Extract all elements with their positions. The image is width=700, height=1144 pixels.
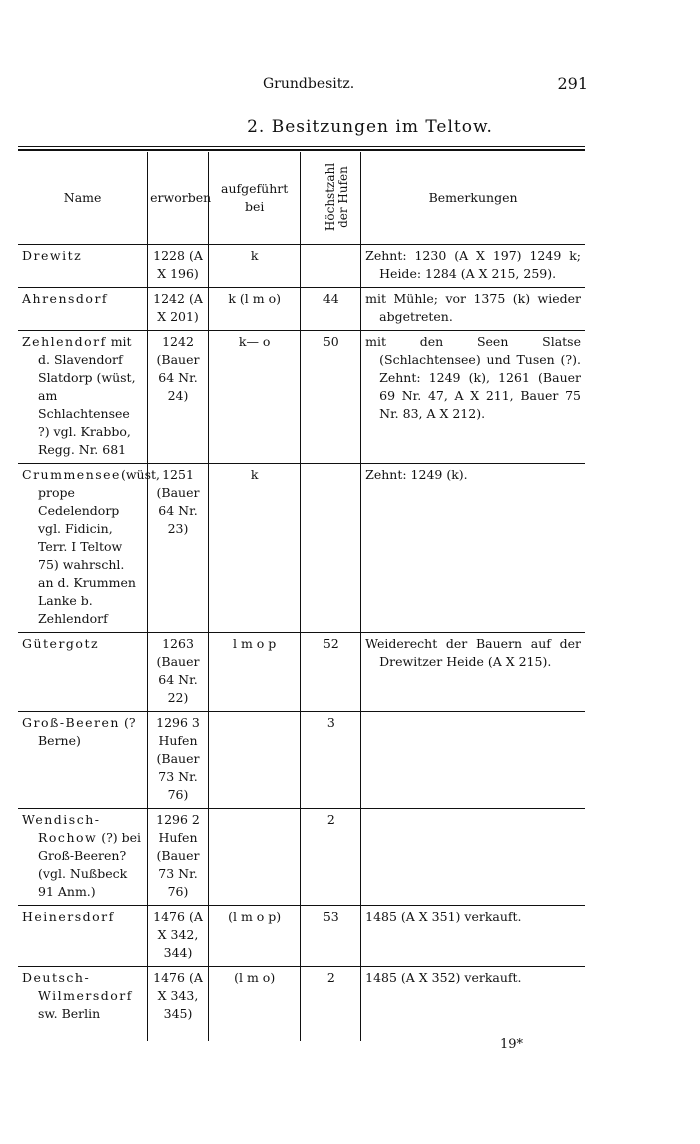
cell-bemerkungen: mit Mühle; vor 1375 (k) wieder abgetreten. — [361, 288, 585, 331]
page-number: 291 — [557, 74, 588, 93]
table-row — [18, 906, 585, 967]
cell-bemerkungen: Weiderecht der Bauern auf der Drewitzer Heide (A X 215). — [361, 633, 585, 712]
column-header-name: Name — [18, 152, 148, 245]
cell-bemerkungen — [361, 712, 585, 809]
signature-mark: 19* — [500, 1037, 524, 1052]
cell-hufen: 2 — [301, 967, 361, 1042]
cell-erworben: 1296 3 Hufen (Bauer 73 Nr. 76) — [148, 712, 209, 809]
table-row — [18, 464, 585, 633]
column-header-hoechstzahl — [301, 152, 361, 245]
cell-hufen: 52 — [301, 633, 361, 712]
cell-aufgefuehrt — [208, 712, 301, 809]
cell-hufen: 3 — [301, 712, 361, 809]
cell-aufgefuehrt: k (l m o) — [208, 288, 301, 331]
cell-aufgefuehrt: l m o p — [208, 633, 301, 712]
cell-hufen: 2 — [301, 809, 361, 906]
column-header-bemerkungen: Bemerkungen — [361, 152, 585, 245]
cell-erworben: 1228 (A X 196) — [148, 245, 209, 288]
cell-erworben: 1242 (A X 201) — [148, 288, 209, 331]
cell-aufgefuehrt — [208, 809, 301, 906]
table-row — [18, 288, 585, 331]
table-row — [18, 633, 585, 712]
cell-hufen: 50 — [301, 331, 361, 464]
cell-erworben: 1251 (Bauer 64 Nr. 23) — [148, 464, 209, 633]
cell-erworben: 1476 (A X 342, 344) — [148, 906, 209, 967]
cell-erworben: 1242 (Bauer 64 Nr. 24) — [148, 331, 209, 464]
table-row — [18, 967, 585, 1042]
cell-bemerkungen: 1485 (A X 351) verkauft. — [361, 906, 585, 967]
cell-name: Crummensee(wüst, prope Cedelendorp vgl. Fidicin, Terr. I Teltow 75) wahrschl. an d. Krummen Lanke b. Zehlendorf — [18, 464, 148, 633]
cell-name: Groß-Beeren (? Berne) — [18, 712, 148, 809]
cell-aufgefuehrt: k — [208, 245, 301, 288]
cell-hufen — [301, 245, 361, 288]
table-row — [18, 331, 585, 464]
cell-name: Ahrensdorf — [18, 288, 148, 331]
column-header-hoechstzahl-label: Höchstzahl der Hufen — [323, 162, 351, 232]
column-header-aufgefuehrt: aufgeführt bei — [208, 152, 301, 245]
cell-erworben: 1476 (A X 343, 345) — [148, 967, 209, 1042]
cell-name: Zehlendorf mit d. Slavendorf Slatdorp (wüst, am Schlachtensee ?) vgl. Krabbo, Regg. Nr. 681 — [18, 331, 148, 464]
running-head: Grundbesitz. — [263, 76, 355, 92]
table-top-rule — [18, 146, 585, 147]
table-header-row — [18, 152, 585, 245]
cell-name: Gütergotz — [18, 633, 148, 712]
cell-bemerkungen: Zehnt: 1249 (k). — [361, 464, 585, 633]
section-title: 2. Besitzungen im Teltow. — [247, 117, 493, 137]
cell-aufgefuehrt: k— o — [208, 331, 301, 464]
cell-hufen — [301, 464, 361, 633]
cell-hufen: 53 — [301, 906, 361, 967]
table-top-rule-thick — [18, 149, 585, 151]
cell-name: Heinersdorf — [18, 906, 148, 967]
cell-name: Deutsch-Wilmersdorf sw. Berlin — [22, 970, 133, 1021]
table-row — [18, 712, 585, 809]
cell-aufgefuehrt: (l m o p) — [208, 906, 301, 967]
cell-bemerkungen: Zehnt: 1230 (A X 197) 1249 k; Heide: 1284 (A X 215, 259). — [361, 245, 585, 288]
cell-bemerkungen — [361, 809, 585, 906]
cell-aufgefuehrt: k — [208, 464, 301, 633]
cell-bemerkungen: mit den Seen Slatse (Schlachtensee) und Tusen (?). Zehnt: 1249 (k), 1261 (Bauer 69 Nr. 47, A X 211, Bauer 75 Nr. 83, A X 212). — [361, 331, 585, 464]
table-row — [18, 809, 585, 906]
cell-hufen: 44 — [301, 288, 361, 331]
cell-name: Wendisch-Rochow (?) bei Groß-Beeren? (vgl. Nußbeck 91 Anm.) — [18, 809, 148, 906]
cell-bemerkungen: 1485 (A X 352) verkauft. — [361, 967, 585, 1042]
column-header-erworben: erworben — [148, 152, 209, 245]
cell-erworben: 1263 (Bauer 64 Nr. 22) — [148, 633, 209, 712]
cell-name: Drewitz — [18, 245, 148, 288]
table-row — [18, 245, 585, 288]
cell-aufgefuehrt: (l m o) — [208, 967, 301, 1042]
holdings-table — [18, 152, 585, 1041]
cell-erworben: 1296 2 Hufen (Bauer 73 Nr. 76) — [148, 809, 209, 906]
